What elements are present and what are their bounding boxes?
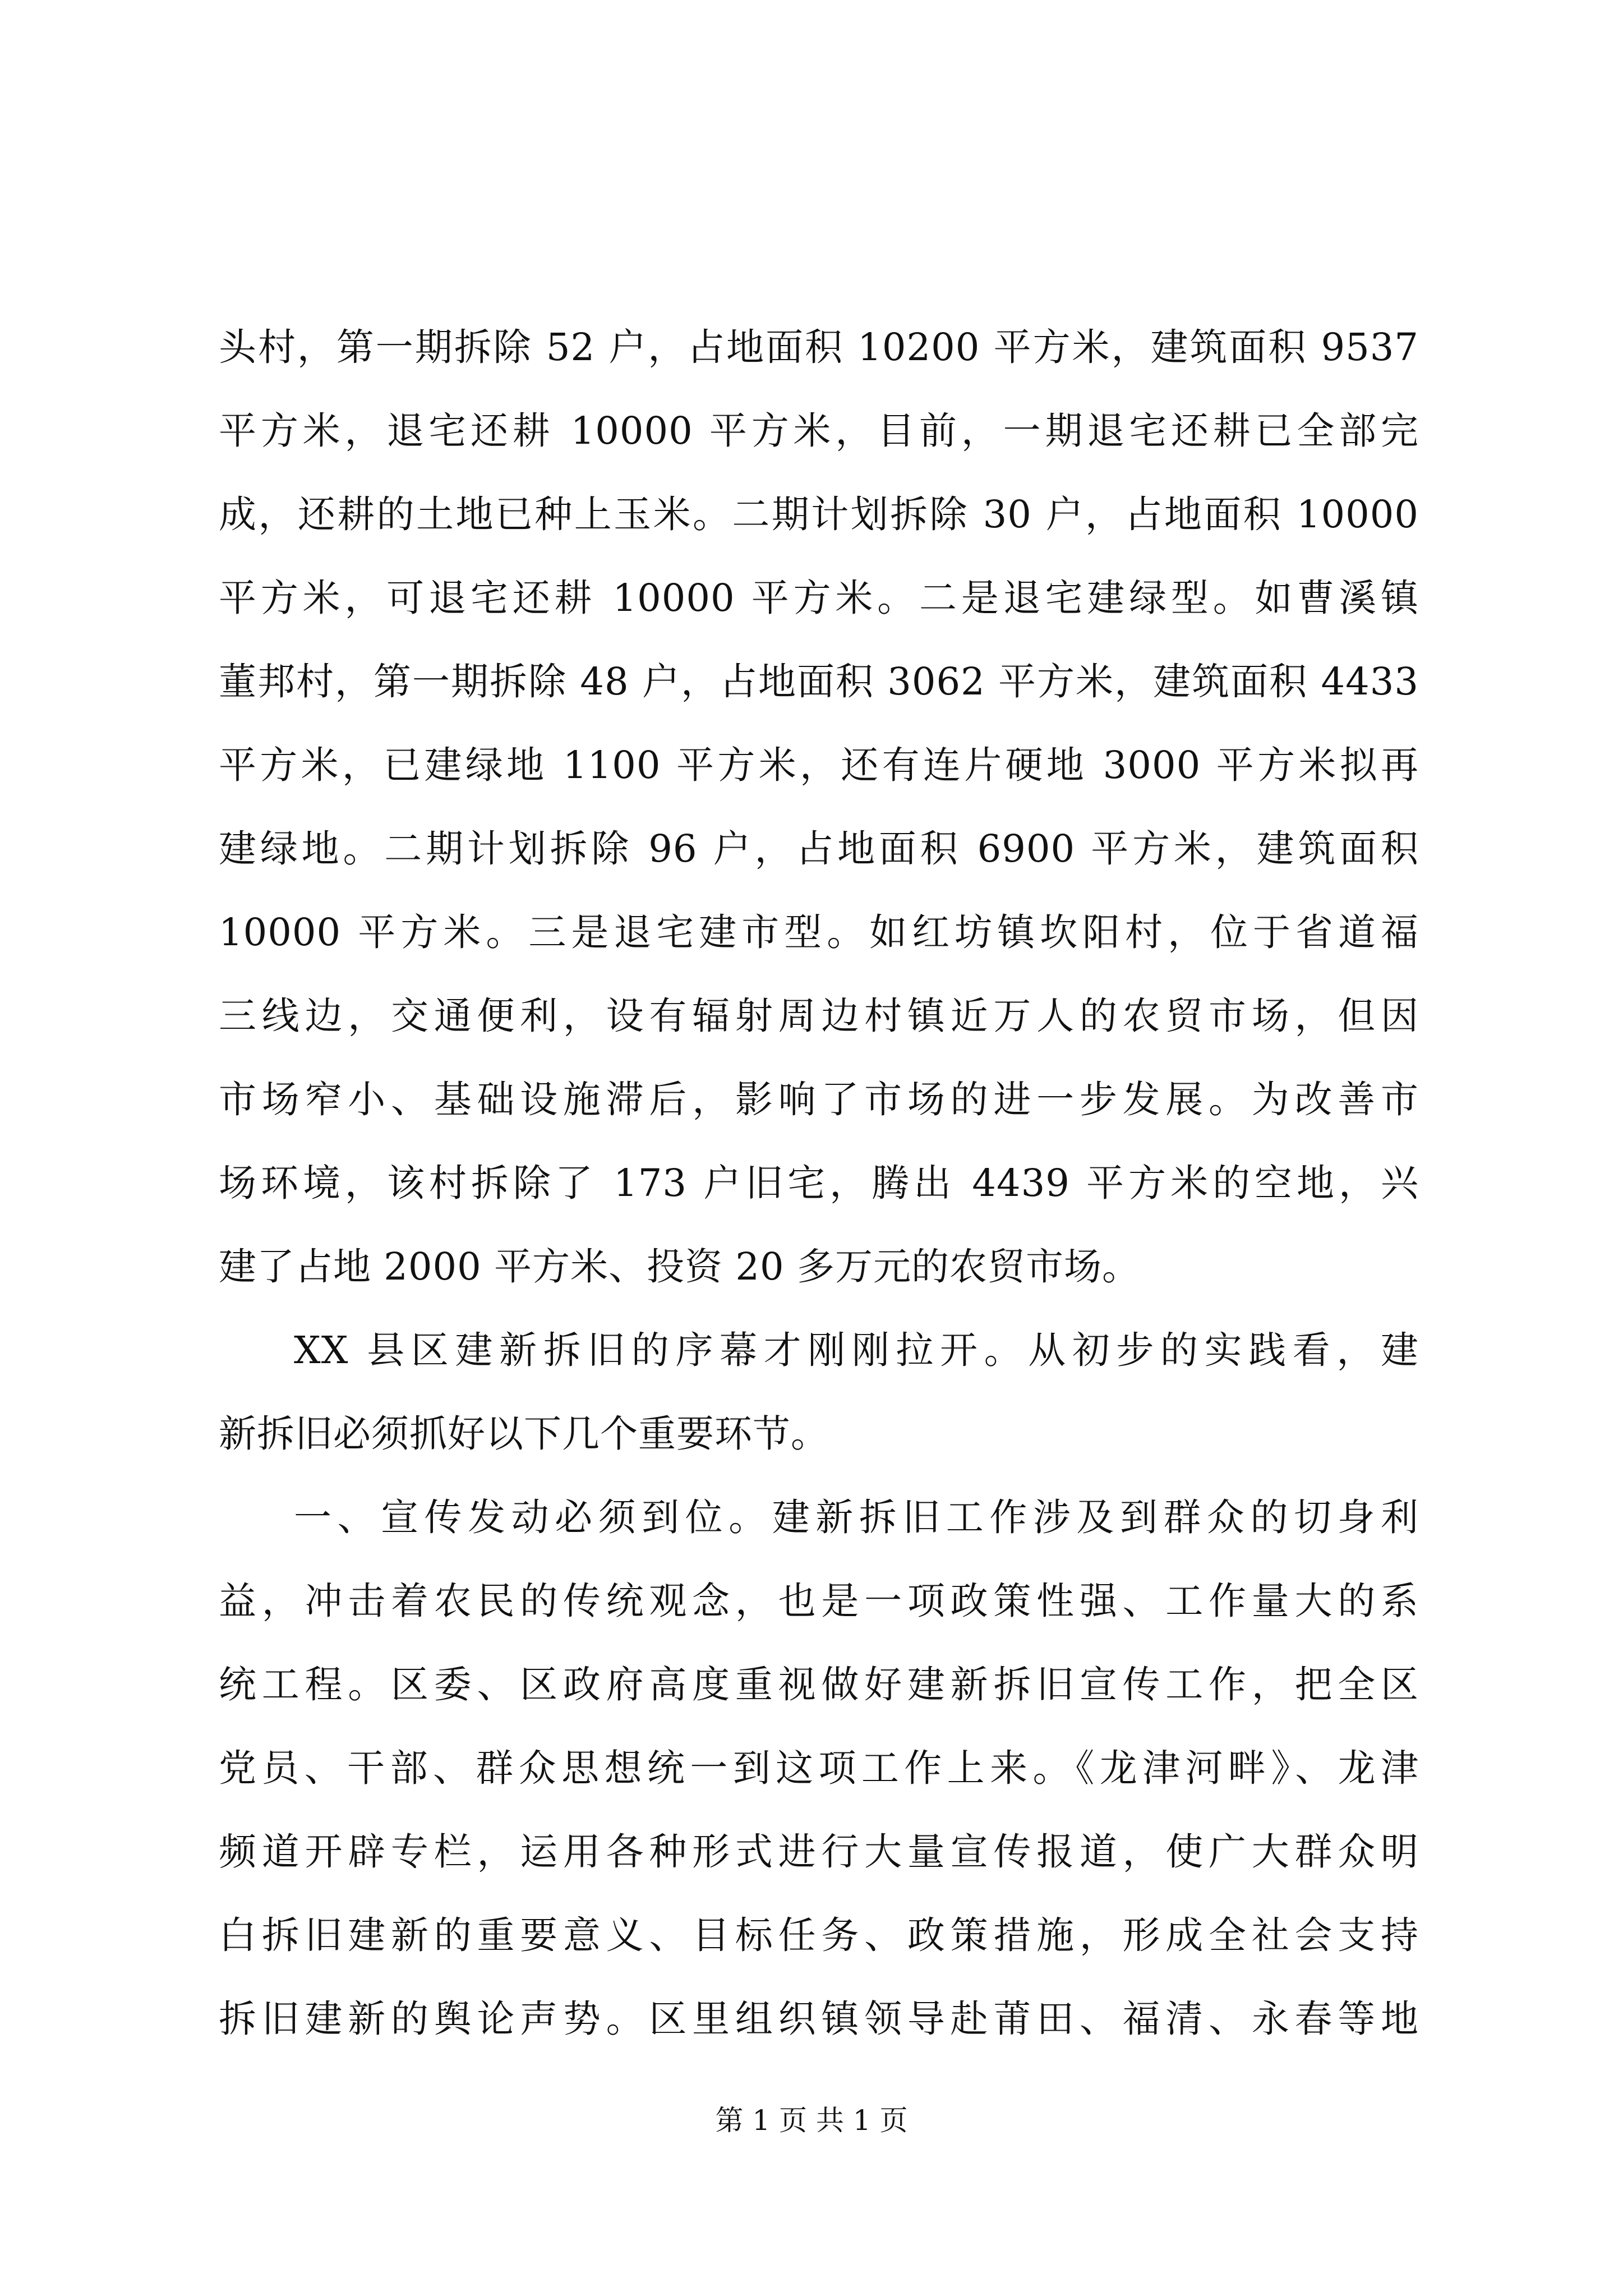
text-line: 成，还耕的土地已种上玉米。二期计划拆除 30 户，占地面积 10000 <box>219 493 1419 536</box>
text-line: 党员、干部、群众思想统一到这项工作上来。《龙津河畔》、龙津 <box>219 1746 1419 1790</box>
text-line: 平方米，已建绿地 1100 平方米，还有连片硬地 3000 平方米拟再 <box>219 743 1419 787</box>
text-line: 平方米，退宅还耕 10000 平方米，目前，一期退宅还耕已全部完 <box>219 409 1419 453</box>
text-line: 拆旧建新的舆论声势。区里组织镇领导赴莆田、福清、永春等地 <box>219 1997 1419 2041</box>
paragraph-start-line: 一、宣传发动必须到位。建新拆旧工作涉及到群众的切身利 <box>294 1496 1419 1539</box>
text-line: 平方米，可退宅还耕 10000 平方米。二是退宅建绿型。如曹溪镇 <box>219 576 1419 620</box>
text-line: 统工程。区委、区政府高度重视做好建新拆旧宣传工作，把全区 <box>219 1663 1419 1706</box>
text-line: 益，冲击着农民的传统观念，也是一项政策性强、工作量大的系 <box>219 1579 1419 1623</box>
body-text <box>219 306 1419 2061</box>
text-line: 白拆旧建新的重要意义、目标任务、政策措施，形成全社会支持 <box>219 1913 1419 1957</box>
text-line: 10000 平方米。三是退宅建市型。如红坊镇坎阳村，位于省道福 <box>219 910 1419 954</box>
text-line: 建了占地 2000 平方米、投资 20 多万元的农贸市场。 <box>219 1245 1140 1289</box>
text-line: 频道开辟专栏，运用各种形式进行大量宣传报道，使广大群众明 <box>219 1830 1419 1874</box>
text-line: 市场窄小、基础设施滞后，影响了市场的进一步发展。为改善市 <box>219 1078 1419 1121</box>
text-line: 头村，第一期拆除 52 户，占地面积 10200 平方米，建筑面积 9537 <box>219 325 1419 369</box>
text-line: 三线边，交通便利，设有辐射周边村镇近万人的农贸市场，但因 <box>219 994 1419 1038</box>
paragraph-start-line: XX 县区建新拆旧的序幕才刚刚拉开。从初步的实践看，建 <box>294 1328 1419 1372</box>
text-line: 新拆旧必须抓好以下几个重要环节。 <box>219 1412 829 1456</box>
page-footer: 第 1 页 共 1 页 <box>715 2104 908 2137</box>
text-line: 场环境，该村拆除了 173 户旧宅，腾出 4439 平方米的空地，兴 <box>219 1161 1419 1205</box>
text-line: 建绿地。二期计划拆除 96 户，占地面积 6900 平方米，建筑面积 <box>219 827 1419 871</box>
text-line: 董邦村，第一期拆除 48 户，占地面积 3062 平方米，建筑面积 4433 <box>219 660 1419 703</box>
